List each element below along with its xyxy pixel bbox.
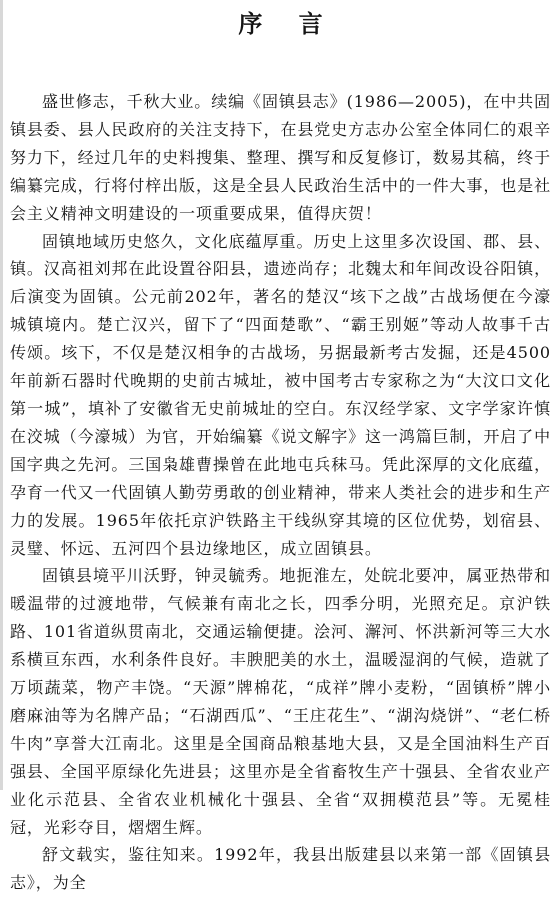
preface-body: [10, 88, 551, 897]
page-title: 序 言: [238, 10, 337, 38]
paragraph-1: 盛世修志，千秋大业。续编《固镇县志》(1986—2005)，在中共固镇县委、县人民政府的关注支持下，在县党史方志办公室全体同仁的艰辛努力下，经过几年的史料搜集、整理、撰写和反复修订，数易其稿，终于编纂完成，行将付梓出版，这是全县人民政治生活中的一件大事，也是社会主义精神文明建设的一项重要成果，值得庆贺！: [10, 92, 551, 223]
paragraph-3: 固镇县境平川沃野，钟灵毓秀。地扼淮左，处皖北要冲，属亚热带和暖温带的过渡地带，气候兼有南北之长，四季分明，光照充足。京沪铁路、101省道纵贯南北，交通运输便捷。浍河、澥河、怀洪新河等三大水系横亘东西，水利条件良好。丰腴肥美的水土，温暖湿润的气候，造就了万顷蔬菜，物产丰饶。“天源”牌棉花，“成祥”牌小麦粉，“固镇桥”牌小磨麻油等为名牌产品；“石湖西瓜”、“王庄花生”、“湖沟烧饼”、“老仁桥牛肉”享誉大江南北。这里是全国商品粮基地大县，又是全国油料生产百强县、全国平原绿化先进县；这里亦是全省畜牧生产十强县、全省农业产业化示范县、全省农业机械化十强县、全省“双拥模范县”等。无冕桂冠，光彩夺目，熠熠生辉。: [10, 566, 551, 837]
page-edge-shadow: [0, 0, 3, 790]
paragraph-4: 舒文载实，鉴往知来。1992年，我县出版建县以来第一部《固镇县志》，为全: [10, 845, 551, 893]
paragraph-2: 固镇地域历史悠久，文化底蕴厚重。历史上这里多次设国、郡、县、镇。汉高祖刘邦在此设置谷阳县，遗迹尚存；北魏太和年间改设谷阳镇，后演变为固镇。公元前202年，著名的楚汉“垓下之战”古战场便在今濠城镇境内。楚亡汉兴，留下了“四面楚歌”、“霸王别姬”等动人故事千古传颂。垓下，不仅是楚汉相争的古战场，另据最新考古发掘，还是4500年前新石器时代晚期的史前古城址，被中国考古专家称之为“大汶口文化第一城”，填补了安徽省无史前城址的空白。东汉经学家、文字学家许慎在洨城（今濠城）为官，开始编纂《说文解字》这一鸿篇巨制，开启了中国字典之先河。三国枭雄曹操曾在此地屯兵秣马。凭此深厚的文化底蕴，孕育一代又一代固镇人勤劳勇敢的创业精神，带来人类社会的进步和生产力的发展。1965年依托京沪铁路主干线纵穿其境的区位优势，划宿县、灵璧、怀远、五河四个县边缘地区，成立固镇县。: [10, 231, 551, 558]
